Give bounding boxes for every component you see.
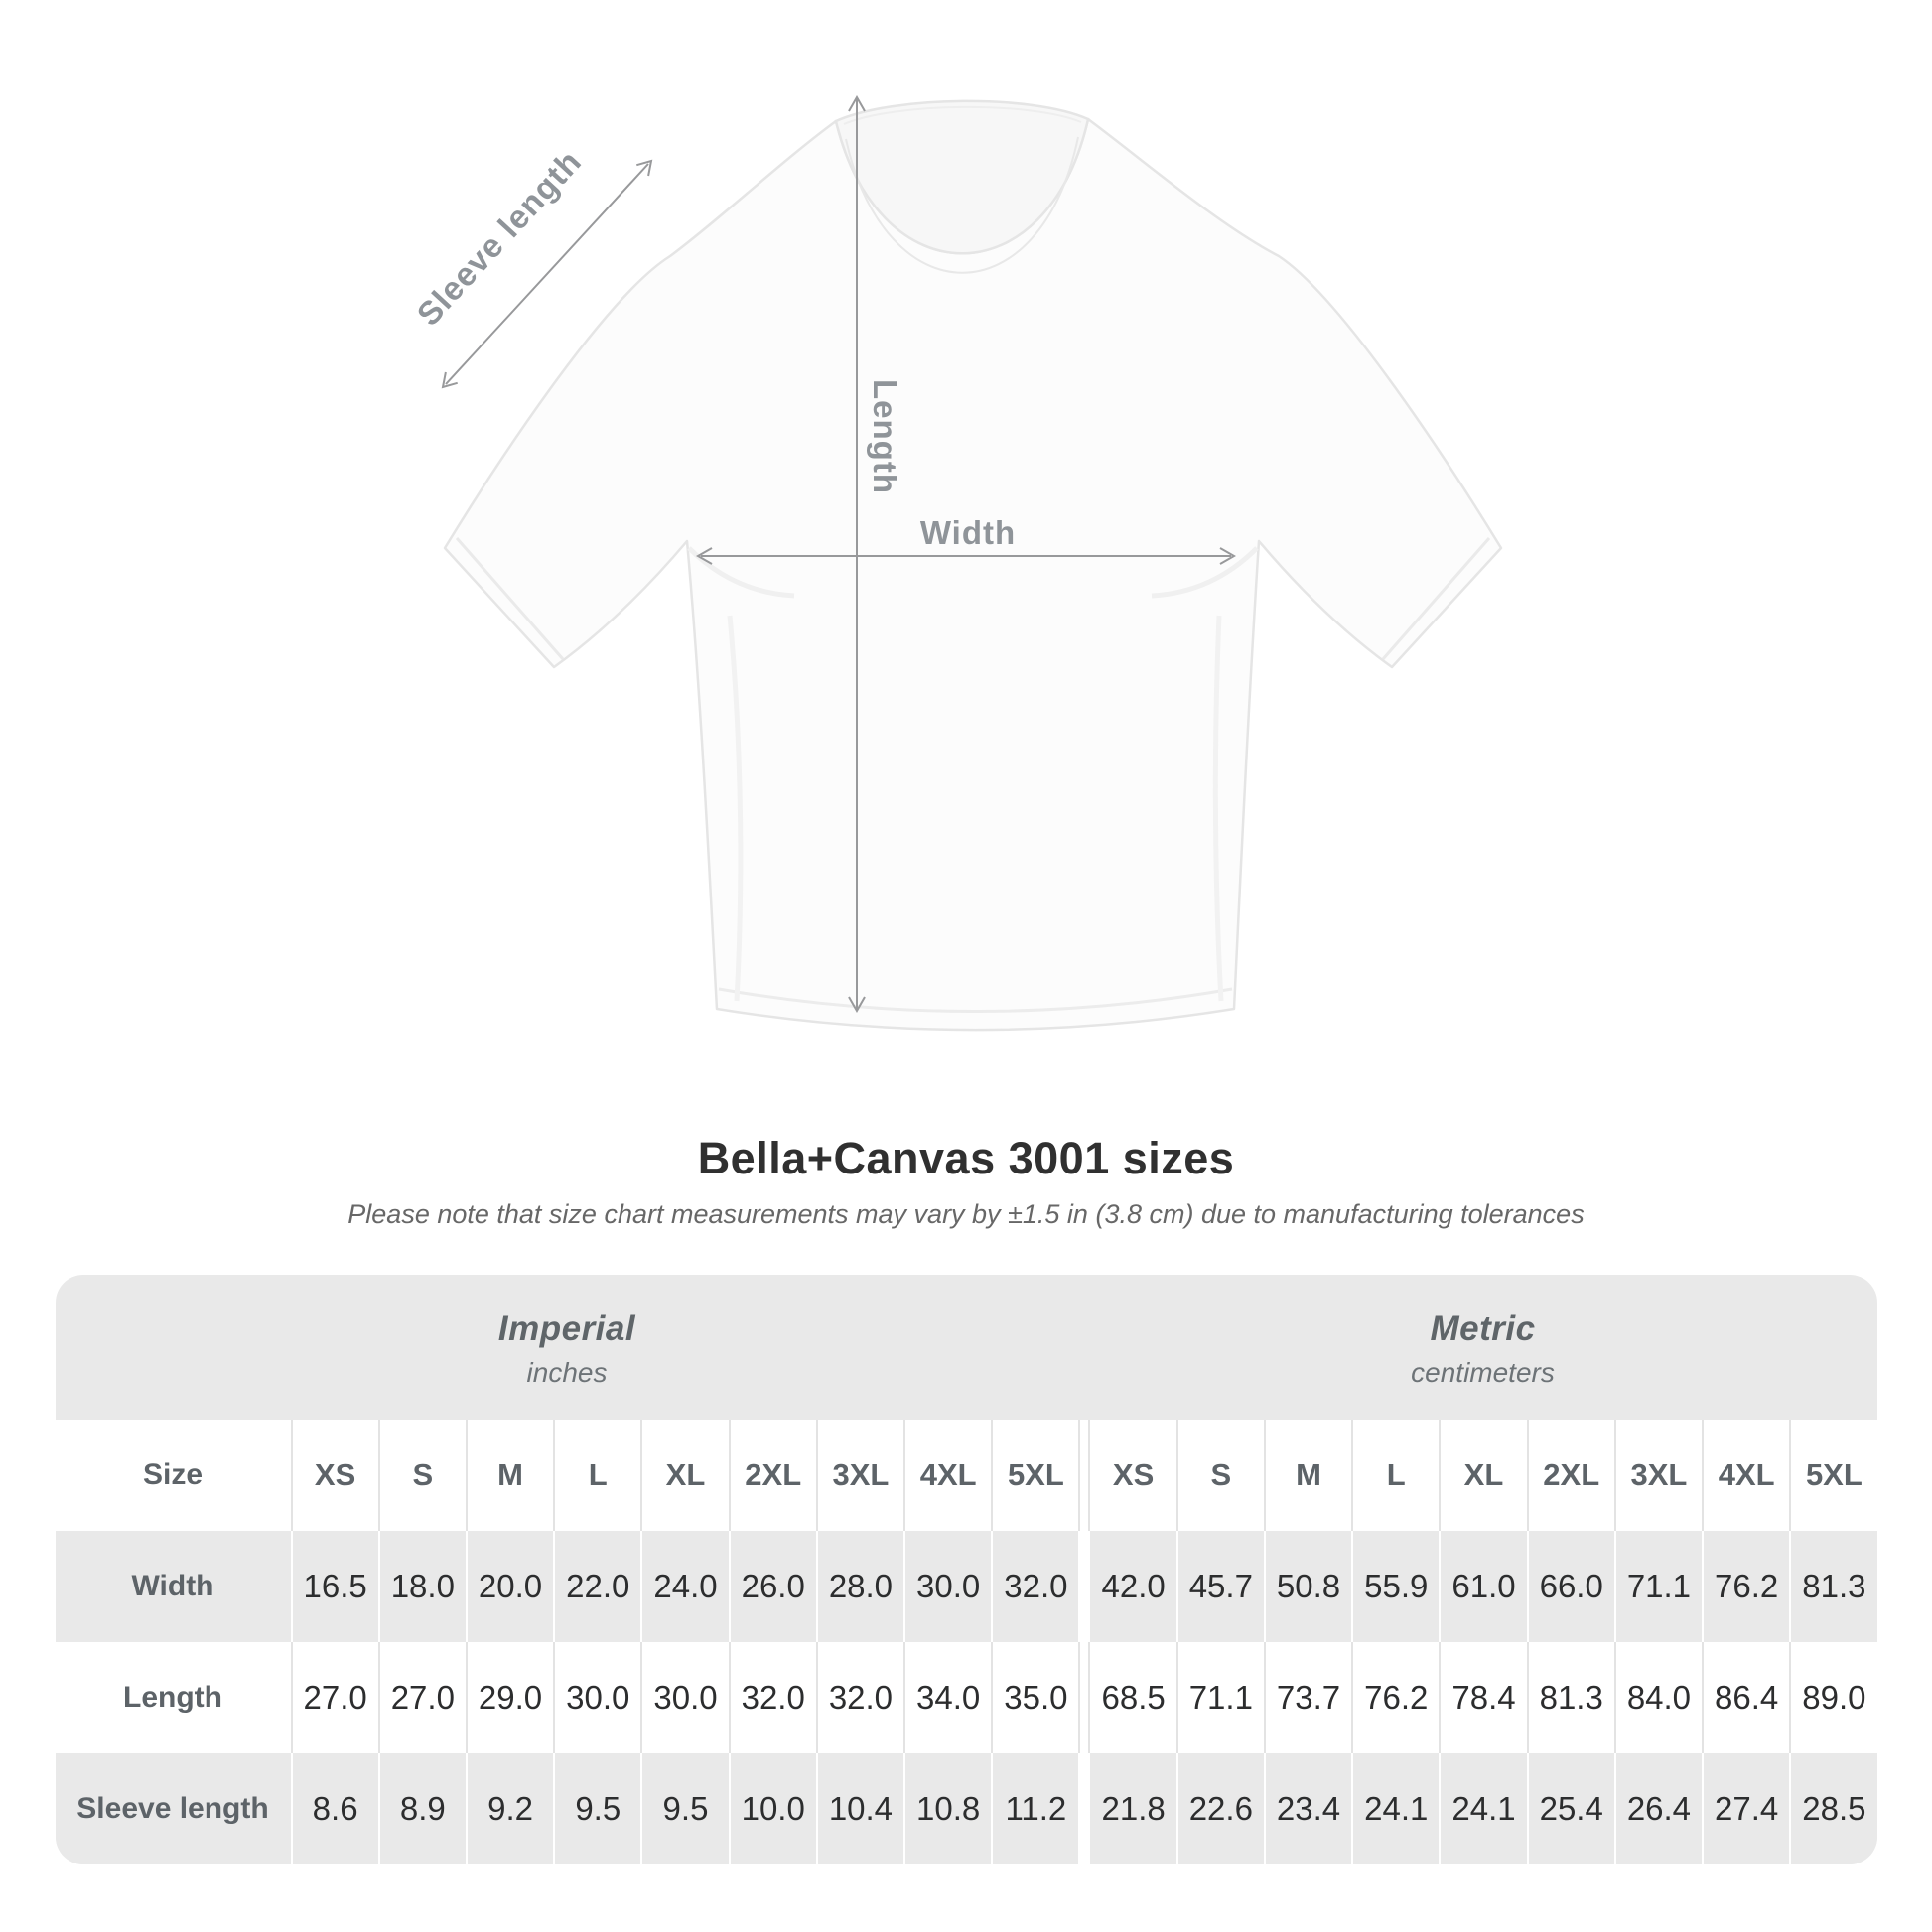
tshirt-body	[445, 119, 1501, 1030]
measurement-cell: 20.0	[466, 1531, 553, 1642]
row-label: Size	[142, 1458, 204, 1491]
group-divider	[1078, 1753, 1088, 1864]
measurement-cell: 66.0	[1527, 1531, 1614, 1642]
group-divider	[1078, 1420, 1088, 1531]
measurement-cell: 61.0	[1439, 1531, 1526, 1642]
row-label: Sleeve length	[76, 1792, 269, 1825]
size-col-header: L	[1351, 1420, 1439, 1531]
width-dimension-label: Width	[919, 514, 1017, 551]
measurement-cell: 30.0	[903, 1531, 991, 1642]
measurement-cell: 42.0	[1088, 1531, 1175, 1642]
table-row	[56, 1642, 1877, 1753]
measurement-cell: 24.1	[1439, 1753, 1526, 1864]
measurement-cell: 11.2	[991, 1753, 1078, 1864]
measurement-cell: 86.4	[1702, 1642, 1789, 1753]
imperial-group-header	[56, 1275, 1079, 1420]
size-col-header: 5XL	[1789, 1420, 1876, 1531]
size-col-header: 4XL	[903, 1420, 991, 1531]
measurement-cell: 81.3	[1527, 1642, 1614, 1753]
measurement-cell: 22.6	[1176, 1753, 1264, 1864]
measurement-cell: 28.0	[816, 1531, 903, 1642]
size-col-header: M	[466, 1420, 553, 1531]
tshirt-illustration	[445, 101, 1501, 1030]
measurement-cell: 10.4	[816, 1753, 903, 1864]
measurement-cell: 28.5	[1789, 1753, 1876, 1864]
measurement-cell: 24.1	[1351, 1753, 1439, 1864]
measurement-cell: 8.9	[378, 1753, 466, 1864]
measurement-cell: 73.7	[1264, 1642, 1351, 1753]
measurement-cell: 27.0	[378, 1642, 466, 1753]
measurement-cell: 76.2	[1351, 1642, 1439, 1753]
measurement-cell: 84.0	[1614, 1642, 1702, 1753]
measurement-cell: 71.1	[1614, 1531, 1702, 1642]
measurement-cell: 8.6	[291, 1753, 378, 1864]
size-col-header: 5XL	[991, 1420, 1078, 1531]
measurement-cell: 68.5	[1088, 1642, 1175, 1753]
size-col-header: XS	[1088, 1420, 1175, 1531]
measurement-cell: 27.4	[1702, 1753, 1789, 1864]
size-col-header: M	[1264, 1420, 1351, 1531]
measurement-cell: 25.4	[1527, 1753, 1614, 1864]
unit-group-header	[56, 1275, 1877, 1420]
table-row	[56, 1753, 1877, 1864]
measurement-cell: 55.9	[1351, 1531, 1439, 1642]
size-col-header: 3XL	[816, 1420, 903, 1531]
page-subtitle: Please note that size chart measurements may vary by ±1.5 in (3.8 cm) due to manufacturing tolerances	[347, 1199, 1585, 1229]
measurement-cell: 76.2	[1702, 1531, 1789, 1642]
measurement-cell: 81.3	[1789, 1531, 1876, 1642]
measurement-cell: 10.8	[903, 1753, 991, 1864]
measurement-cell: 26.0	[729, 1531, 816, 1642]
size-col-header: L	[553, 1420, 640, 1531]
measurement-cell: 26.4	[1614, 1753, 1702, 1864]
table-row	[56, 1531, 1877, 1642]
imperial-unit: inches	[526, 1357, 608, 1388]
size-col-header: XS	[291, 1420, 378, 1531]
length-dimension-label: Length	[867, 379, 903, 494]
measurement-cell: 21.8	[1088, 1753, 1175, 1864]
measurement-cell: 24.0	[640, 1531, 728, 1642]
imperial-label: Imperial	[497, 1310, 636, 1348]
measurement-cell: 10.0	[729, 1753, 816, 1864]
measurement-cell: 78.4	[1439, 1642, 1526, 1753]
measurement-cell: 16.5	[291, 1531, 378, 1642]
measurement-cell: 23.4	[1264, 1753, 1351, 1864]
measurement-cell: 32.0	[729, 1642, 816, 1753]
size-col-header: S	[378, 1420, 466, 1531]
size-col-header: 2XL	[729, 1420, 816, 1531]
measurement-cell: 34.0	[903, 1642, 991, 1753]
measurement-cell: 35.0	[991, 1642, 1078, 1753]
metric-group-header	[1089, 1275, 1877, 1420]
group-divider	[1078, 1642, 1088, 1753]
row-label: Length	[123, 1681, 222, 1714]
measurement-cell: 9.5	[640, 1753, 728, 1864]
size-col-header: S	[1176, 1420, 1264, 1531]
size-col-header: 3XL	[1614, 1420, 1702, 1531]
size-col-header: XL	[640, 1420, 728, 1531]
measurement-cell: 9.5	[553, 1753, 640, 1864]
page-title: Bella+Canvas 3001 sizes	[697, 1133, 1235, 1183]
group-divider	[1078, 1531, 1088, 1642]
measurement-cell: 32.0	[991, 1531, 1078, 1642]
measurement-cell: 45.7	[1176, 1531, 1264, 1642]
size-table-grid	[56, 1420, 1877, 1864]
measurement-cell: 30.0	[640, 1642, 728, 1753]
measurement-cell: 32.0	[816, 1642, 903, 1753]
measurement-cell: 9.2	[466, 1753, 553, 1864]
measurement-cell: 22.0	[553, 1531, 640, 1642]
measurement-cell: 50.8	[1264, 1531, 1351, 1642]
row-label: Width	[131, 1570, 214, 1602]
size-table	[56, 1275, 1877, 1864]
measurement-cell: 30.0	[553, 1642, 640, 1753]
size-col-header: 4XL	[1702, 1420, 1789, 1531]
size-col-header: XL	[1439, 1420, 1526, 1531]
measurement-cell: 89.0	[1789, 1642, 1876, 1753]
measurement-cell: 27.0	[291, 1642, 378, 1753]
measurement-cell: 29.0	[466, 1642, 553, 1753]
table-row	[56, 1420, 1877, 1531]
measurement-cell: 18.0	[378, 1531, 466, 1642]
sleeve-length-dimension-label: Sleeve length	[409, 142, 589, 333]
size-col-header: 2XL	[1527, 1420, 1614, 1531]
metric-label: Metric	[1430, 1310, 1536, 1348]
measurement-cell: 71.1	[1176, 1642, 1264, 1753]
metric-unit: centimeters	[1411, 1357, 1555, 1388]
